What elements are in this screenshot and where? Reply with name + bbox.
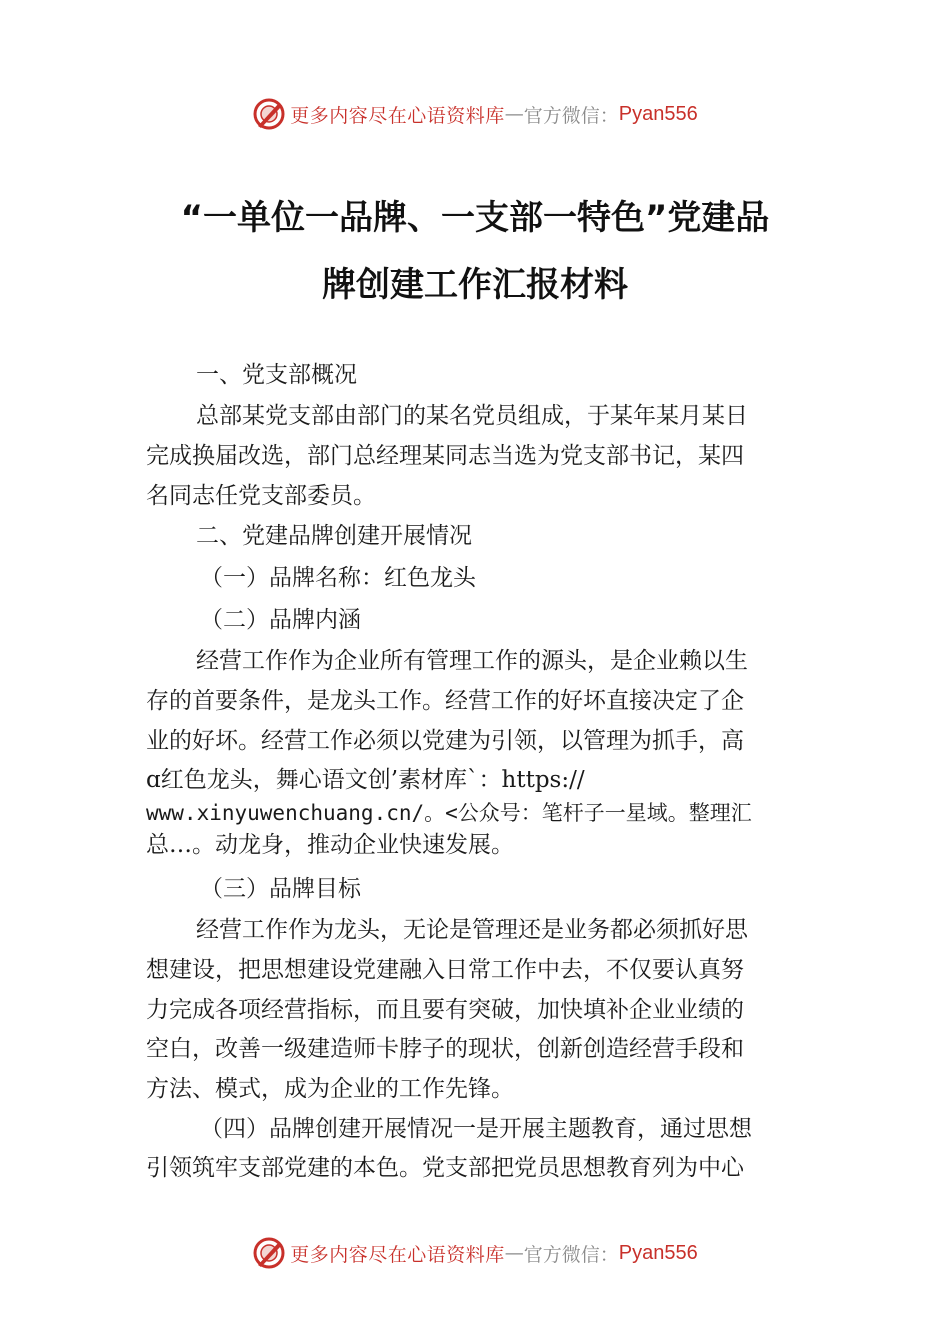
subsection-heading: （一）品牌名称：红色龙头 bbox=[200, 565, 476, 591]
paragraph-line: 引领筑牢支部党建的本色。党支部把党员思想教育列为中心 bbox=[146, 1155, 744, 1181]
watermark-wechat-id: Pyan556 bbox=[618, 1241, 698, 1264]
watermark-wechat-label: 官方微信： bbox=[523, 104, 619, 127]
footer-watermark bbox=[0, 1233, 950, 1273]
subsection-heading: （三）品牌目标 bbox=[200, 876, 361, 902]
paragraph-line: 总…。动龙身，推动企业快速发展。 bbox=[146, 832, 514, 858]
header-watermark bbox=[0, 94, 950, 134]
paragraph-line: 名同志任党支部委员。 bbox=[146, 483, 376, 509]
watermark-text: 更多内容尽在心语资料库 bbox=[290, 104, 505, 127]
pen-seal-icon bbox=[252, 1236, 286, 1270]
watermark-text: 更多内容尽在心语资料库 bbox=[290, 1243, 505, 1266]
paragraph-line: 想建设，把思想建设党建融入日常工作中去，不仅要认真努 bbox=[146, 957, 744, 983]
subsection-heading: （二）品牌内涵 bbox=[200, 607, 361, 633]
paragraph-line: 力完成各项经营指标，而且要有突破，加快填补企业业绩的 bbox=[146, 997, 744, 1023]
paragraph-line: 经营工作作为龙头，无论是管理还是业务都必须抓好思 bbox=[196, 917, 748, 943]
paragraph-line: ɑ红色龙头，舞心语文创’素材库`：https:// bbox=[146, 767, 585, 793]
section-heading: 一、党支部概况 bbox=[196, 362, 357, 388]
watermark-wechat-id: Pyan556 bbox=[618, 102, 698, 125]
paragraph-line: 空白，改善一级建造师卡脖子的现状，创新创造经营手段和 bbox=[146, 1036, 744, 1062]
document-title-line-1: “一单位一品牌、一支部一特色”党建品 bbox=[180, 198, 770, 238]
section-heading: 二、党建品牌创建开展情况 bbox=[196, 523, 472, 549]
document-title-line-2: 牌创建工作汇报材料 bbox=[322, 265, 628, 305]
paragraph-line: www.xinyuwenchuang.cn/。<公众号：笔杆子一星域。整理汇 bbox=[146, 801, 752, 825]
paragraph-line: 完成换届改选，部门总经理某同志当选为党支部书记，某四 bbox=[146, 443, 744, 469]
paragraph-line: 总部某党支部由部门的某名党员组成，于某年某月某日 bbox=[196, 403, 748, 429]
paragraph-line: 存的首要条件，是龙头工作。经营工作的好坏直接决定了企 bbox=[146, 688, 744, 714]
watermark-separator: — bbox=[504, 103, 524, 125]
paragraph-line: 方法、模式，成为企业的工作先锋。 bbox=[146, 1076, 514, 1102]
paragraph-line: 经营工作作为企业所有管理工作的源头，是企业赖以生 bbox=[196, 648, 748, 674]
watermark-wechat-label: 官方微信： bbox=[523, 1243, 619, 1266]
subsection-heading: （四）品牌创建开展情况一是开展主题教育，通过思想 bbox=[200, 1116, 752, 1142]
pen-seal-icon bbox=[252, 97, 286, 131]
paragraph-line: 业的好坏。经营工作必须以党建为引领，以管理为抓手，高 bbox=[146, 728, 744, 754]
watermark-separator: — bbox=[504, 1242, 524, 1264]
